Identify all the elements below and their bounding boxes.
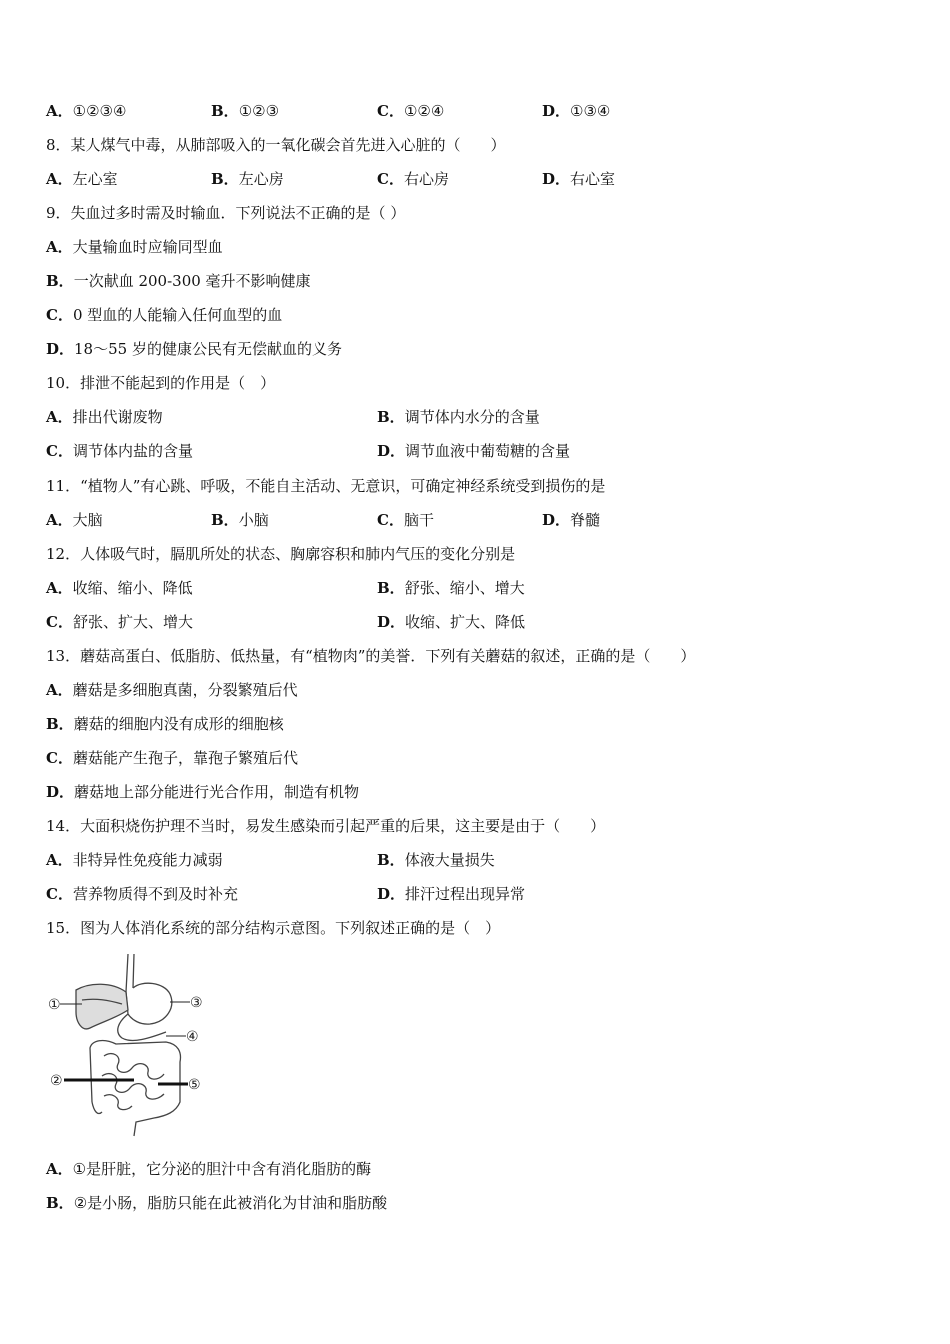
q12-stem: 12．人体吸气时，膈肌所处的状态、胸廓容积和肺内气压的变化分别是 — [46, 545, 516, 563]
q11-option-d — [542, 509, 600, 531]
option-label: C． — [377, 102, 404, 120]
option-text: 舒张、扩大、增大 — [72, 613, 193, 631]
q8-option-a — [46, 168, 118, 190]
q9-option-b — [46, 270, 311, 292]
figure-label-3: ③ — [190, 995, 203, 1011]
option-text: 18～55 岁的健康公民有无偿献血的义务 — [74, 340, 342, 358]
option-text: 非特异性免疫能力减弱 — [72, 851, 223, 869]
option-label: D． — [377, 613, 406, 631]
option-label: B． — [211, 170, 239, 188]
q13-option-b — [46, 713, 284, 735]
option-text: 右心房 — [403, 170, 449, 188]
q7-option-c — [377, 100, 444, 122]
figure-label-1: ① — [48, 997, 61, 1013]
q14-option-a — [46, 849, 223, 871]
figure-label-4: ④ — [186, 1029, 199, 1045]
option-text: 调节血液中葡萄糖的含量 — [405, 442, 571, 460]
option-text: 调节体内水分的含量 — [404, 408, 540, 426]
q13-option-d — [46, 781, 359, 803]
option-label: A． — [46, 681, 73, 699]
option-text: 蘑菇是多细胞真菌，分裂繁殖后代 — [72, 681, 298, 699]
option-label: A． — [46, 170, 73, 188]
option-text: ①③④ — [570, 102, 611, 120]
option-text: 小脑 — [238, 511, 269, 529]
q12-option-b — [377, 577, 525, 599]
option-label: A． — [46, 408, 73, 426]
q9-stem: 9．失血过多时需及时输血．下列说法不正确的是（ ） — [46, 204, 406, 222]
option-label: D． — [377, 442, 406, 460]
q15-option-a — [46, 1158, 371, 1180]
option-text: ①②③④ — [72, 102, 127, 120]
option-label: C． — [377, 511, 404, 529]
q10-stem: 10．排泄不能起到的作用是（ ） — [46, 374, 276, 392]
option-label: A． — [46, 579, 73, 597]
option-label: C． — [377, 170, 404, 188]
option-text: 左心室 — [72, 170, 118, 188]
option-text: 收缩、缩小、降低 — [72, 579, 193, 597]
option-label: B． — [46, 1194, 74, 1212]
option-text: 大脑 — [72, 511, 103, 529]
option-text: 0 型血的人能输入任何血型的血 — [72, 306, 283, 324]
q8-option-b — [211, 168, 284, 190]
option-text: 体液大量损失 — [404, 851, 495, 869]
q10-option-d — [377, 440, 570, 462]
q14-option-c — [46, 883, 238, 905]
option-text: 蘑菇地上部分能进行光合作用，制造有机物 — [74, 783, 360, 801]
q13-option-c — [46, 747, 298, 769]
q9-option-c — [46, 304, 282, 326]
option-text: 蘑菇的细胞内没有成形的细胞核 — [73, 715, 284, 733]
option-text: 一次献血 200-300 毫升不影响健康 — [73, 272, 311, 290]
q10-option-a — [46, 406, 163, 428]
option-text: 收缩、扩大、降低 — [405, 613, 526, 631]
option-label: D． — [46, 783, 75, 801]
option-label: B． — [377, 851, 405, 869]
option-label: A． — [46, 511, 73, 529]
option-label: B． — [377, 408, 405, 426]
q9-option-a — [46, 236, 223, 258]
option-label: C． — [46, 306, 73, 324]
q11-stem: 11．“植物人”有心跳、呼吸，不能自主活动、无意识，可确定神经系统受到损伤的是 — [46, 477, 606, 495]
option-label: B． — [46, 272, 74, 290]
option-text: 排汗过程出现异常 — [405, 885, 526, 903]
option-text: 调节体内盐的含量 — [72, 442, 193, 460]
q11-option-c — [377, 509, 434, 531]
option-text: 蘑菇能产生孢子，靠孢子繁殖后代 — [72, 749, 298, 767]
option-text: 脑干 — [403, 511, 434, 529]
q7-option-a — [46, 100, 126, 122]
q7-option-b — [211, 100, 279, 122]
q8-option-d — [542, 168, 615, 190]
option-label: A． — [46, 238, 73, 256]
q14-stem: 14．大面积烧伤护理不当时，易发生感染而引起严重的后果，这主要是由于（ ） — [46, 817, 606, 835]
q12-option-c — [46, 611, 193, 633]
option-text: 营养物质得不到及时补充 — [72, 885, 238, 903]
q8-option-c — [377, 168, 449, 190]
q12-option-a — [46, 577, 193, 599]
option-text: 舒张、缩小、增大 — [404, 579, 525, 597]
option-label: C． — [46, 885, 73, 903]
option-label: A． — [46, 851, 73, 869]
option-text: ①是肝脏，它分泌的胆汁中含有消化脂肪的酶 — [72, 1160, 372, 1178]
q9-option-d — [46, 338, 342, 360]
option-text: 左心房 — [238, 170, 284, 188]
option-text: 右心室 — [570, 170, 616, 188]
q15-stem: 15．图为人体消化系统的部分结构示意图。下列叙述正确的是（ ） — [46, 919, 501, 937]
figure-label-2: ② — [50, 1073, 63, 1089]
option-label: D． — [542, 511, 571, 529]
q10-option-b — [377, 406, 540, 428]
option-text: 脊髓 — [570, 511, 601, 529]
option-label: A． — [46, 1160, 73, 1178]
option-label: C． — [46, 442, 73, 460]
option-label: B． — [377, 579, 405, 597]
option-label: D． — [542, 170, 571, 188]
option-label: B． — [211, 102, 239, 120]
option-text: ①②④ — [403, 102, 445, 120]
option-label: C． — [46, 613, 73, 631]
q13-option-a — [46, 679, 298, 701]
digestive-system-figure — [46, 952, 216, 1144]
option-text: ②是小肠，脂肪只能在此被消化为甘油和脂肪酸 — [73, 1194, 388, 1212]
option-label: B． — [46, 715, 74, 733]
option-label: B． — [211, 511, 239, 529]
q14-option-b — [377, 849, 495, 871]
q7-option-d — [542, 100, 610, 122]
option-label: D． — [542, 102, 571, 120]
option-text: 排出代谢废物 — [72, 408, 163, 426]
q10-option-c — [46, 440, 193, 462]
option-text: ①②③ — [238, 102, 280, 120]
figure-label-5: ⑤ — [188, 1077, 201, 1093]
q8-stem: 8．某人煤气中毒，从肺部吸入的一氧化碳会首先进入心脏的（ ） — [46, 136, 506, 154]
q15-option-b — [46, 1192, 387, 1214]
q13-stem: 13．蘑菇高蛋白、低脂肪、低热量，有“植物肉”的美誉．下列有关蘑菇的叙述，正确的是（ ） — [46, 647, 696, 665]
option-text: 大量输血时应输同型血 — [72, 238, 223, 256]
q11-option-a — [46, 509, 103, 531]
option-label: C． — [46, 749, 73, 767]
q14-option-d — [377, 883, 525, 905]
q12-option-d — [377, 611, 525, 633]
option-label: D． — [46, 340, 75, 358]
option-label: D． — [377, 885, 406, 903]
q11-option-b — [211, 509, 269, 531]
option-label: A． — [46, 102, 73, 120]
